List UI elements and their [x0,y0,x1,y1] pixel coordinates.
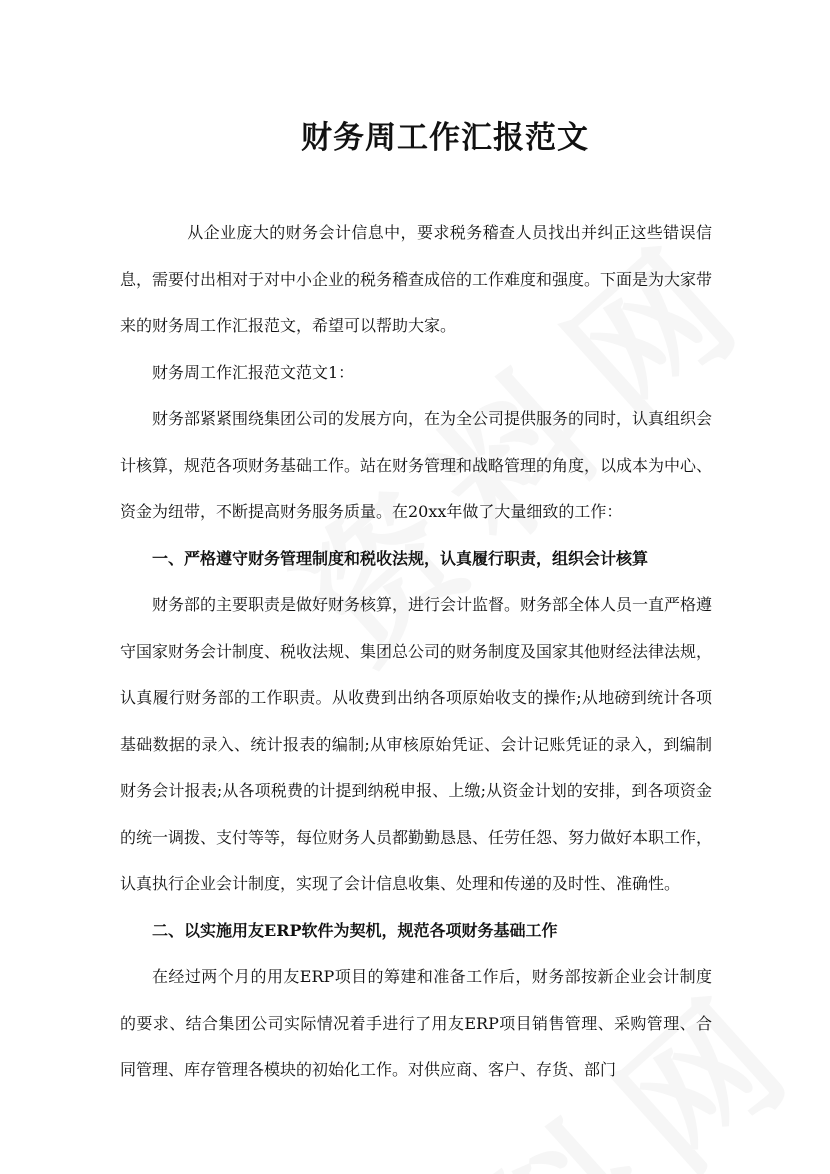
page-title: 财务周工作汇报范文 [301,120,589,156]
section-heading-1: 一、严格遵守财务管理制度和税收法规，认真履行职责，组织会计核算 [152,548,649,568]
body-paragraph: 财务部的主要职责是做好财务核算，进行会计监督。财务部全体人员一直严格遵守国家财务会计制度、税收法规、集团总公司的财务制度及国家其他财经法律法规，认真履行财务部的工作职责。从收费到出纳各项原始收支的操作;从地磅到统计各项基础数据的录入、统计报表的编制;从审核原始凭证、会计记账凭证的录入，到编制财务会计报表;从各项税费的计提到纳税申报、上缴;从资金计划的安排，到各项资金的统一调拨、支付等等，每位财务人员都勤勤恳恳、任劳任怨、努力做好本职工作，认真执行企业会计制度，实现了会计信息收集、处理和传递的及时性、准确性。 [120,595,713,893]
intro-paragraph: 从企业庞大的财务会计信息中，要求税务稽查人员找出并纠正这些错误信息，需要付出相对于对中小企业的税务稽查成倍的工作难度和强度。下面是为大家带来的财务周工作汇报范文，希望可以帮助大家。 [120,223,713,335]
body-paragraph: 财务部紧紧围绕集团公司的发展方向，在为全公司提供服务的同时，认真组织会计核算，规范各项财务基础工作。站在财务管理和战略管理的角度，以成本为中心、资金为纽带，不断提高财务服务质量。在20xx年做了大量细致的工作： [120,409,713,521]
body-paragraph: 在经过两个月的用友ERP项目的筹建和准备工作后，财务部按新企业会计制度的要求、结合集团公司实际情况着手进行了用友ERP项目销售管理、采购管理、合同管理、库存管理各模块的初始化工作。对供应商、客户、存货、部门 [120,967,712,1079]
section-label: 财务周工作汇报范文范文1： [152,362,355,382]
document-body [120,210,712,1094]
section-heading-2: 二、以实施用友ERP软件为契机，规范各项财务基础工作 [152,920,558,940]
